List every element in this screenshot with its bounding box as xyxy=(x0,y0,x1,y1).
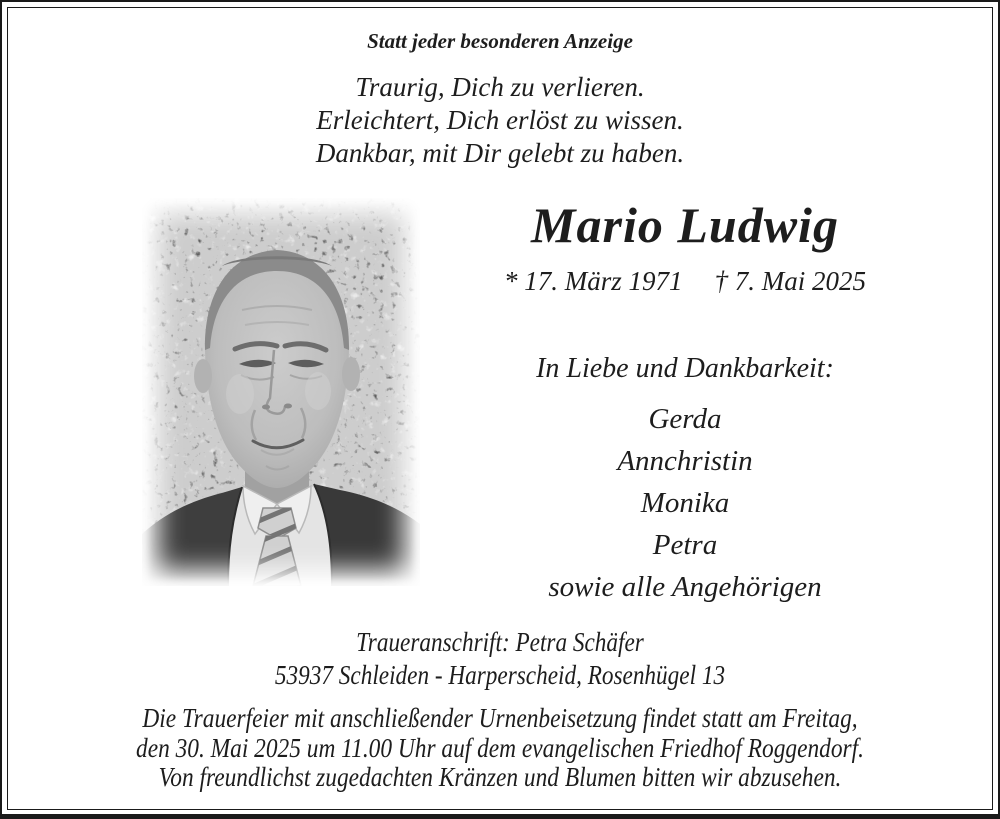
mourner-name: Petra xyxy=(652,529,718,561)
life-dates xyxy=(422,265,948,297)
address-line: Traueranschrift: Petra Schäfer xyxy=(356,627,644,657)
mourners-footer: sowie alle Angehörigen xyxy=(548,571,822,603)
deceased-name: Mario Ludwig xyxy=(531,197,839,253)
death-date: † 7. Mai 2025 xyxy=(714,266,866,296)
mourner-name: Gerda xyxy=(648,403,722,435)
poem-line: Dankbar, mit Dir gelebt zu haben. xyxy=(315,138,685,168)
poem-line: Erleichtert, Dich erlöst zu wissen. xyxy=(316,105,684,135)
funeral-line: Die Trauerfeier mit anschließender Urnenbeisetzung findet statt am Freitag, xyxy=(142,702,858,733)
mourners-list xyxy=(422,398,948,608)
portrait-photo-illustration xyxy=(142,198,420,586)
notice-line: Statt jeder besonderen Anzeige xyxy=(367,29,633,53)
address-line: 53937 Schleiden - Harperscheid, Rosenhügel 13 xyxy=(274,660,726,690)
poem xyxy=(2,71,998,170)
funeral-line: Von freundlichst zugedachten Kränzen und Blumen bitten wir abzusehen. xyxy=(158,761,842,792)
mourning-address xyxy=(72,626,929,692)
tribute-intro: In Liebe und Dankbarkeit: xyxy=(536,353,834,384)
funeral-line: den 30. Mai 2025 um 11.00 Uhr auf dem evangelischen Friedhof Roggendorf. xyxy=(136,731,864,763)
mourner-name: Annchristin xyxy=(617,445,753,477)
funeral-details xyxy=(77,703,924,792)
portrait-photo xyxy=(142,198,420,586)
poem-line: Traurig, Dich zu verlieren. xyxy=(355,72,645,102)
birth-date: * 17. März 1971 xyxy=(503,266,683,296)
deceased-info xyxy=(422,198,948,608)
mourner-name: Monika xyxy=(640,487,730,519)
